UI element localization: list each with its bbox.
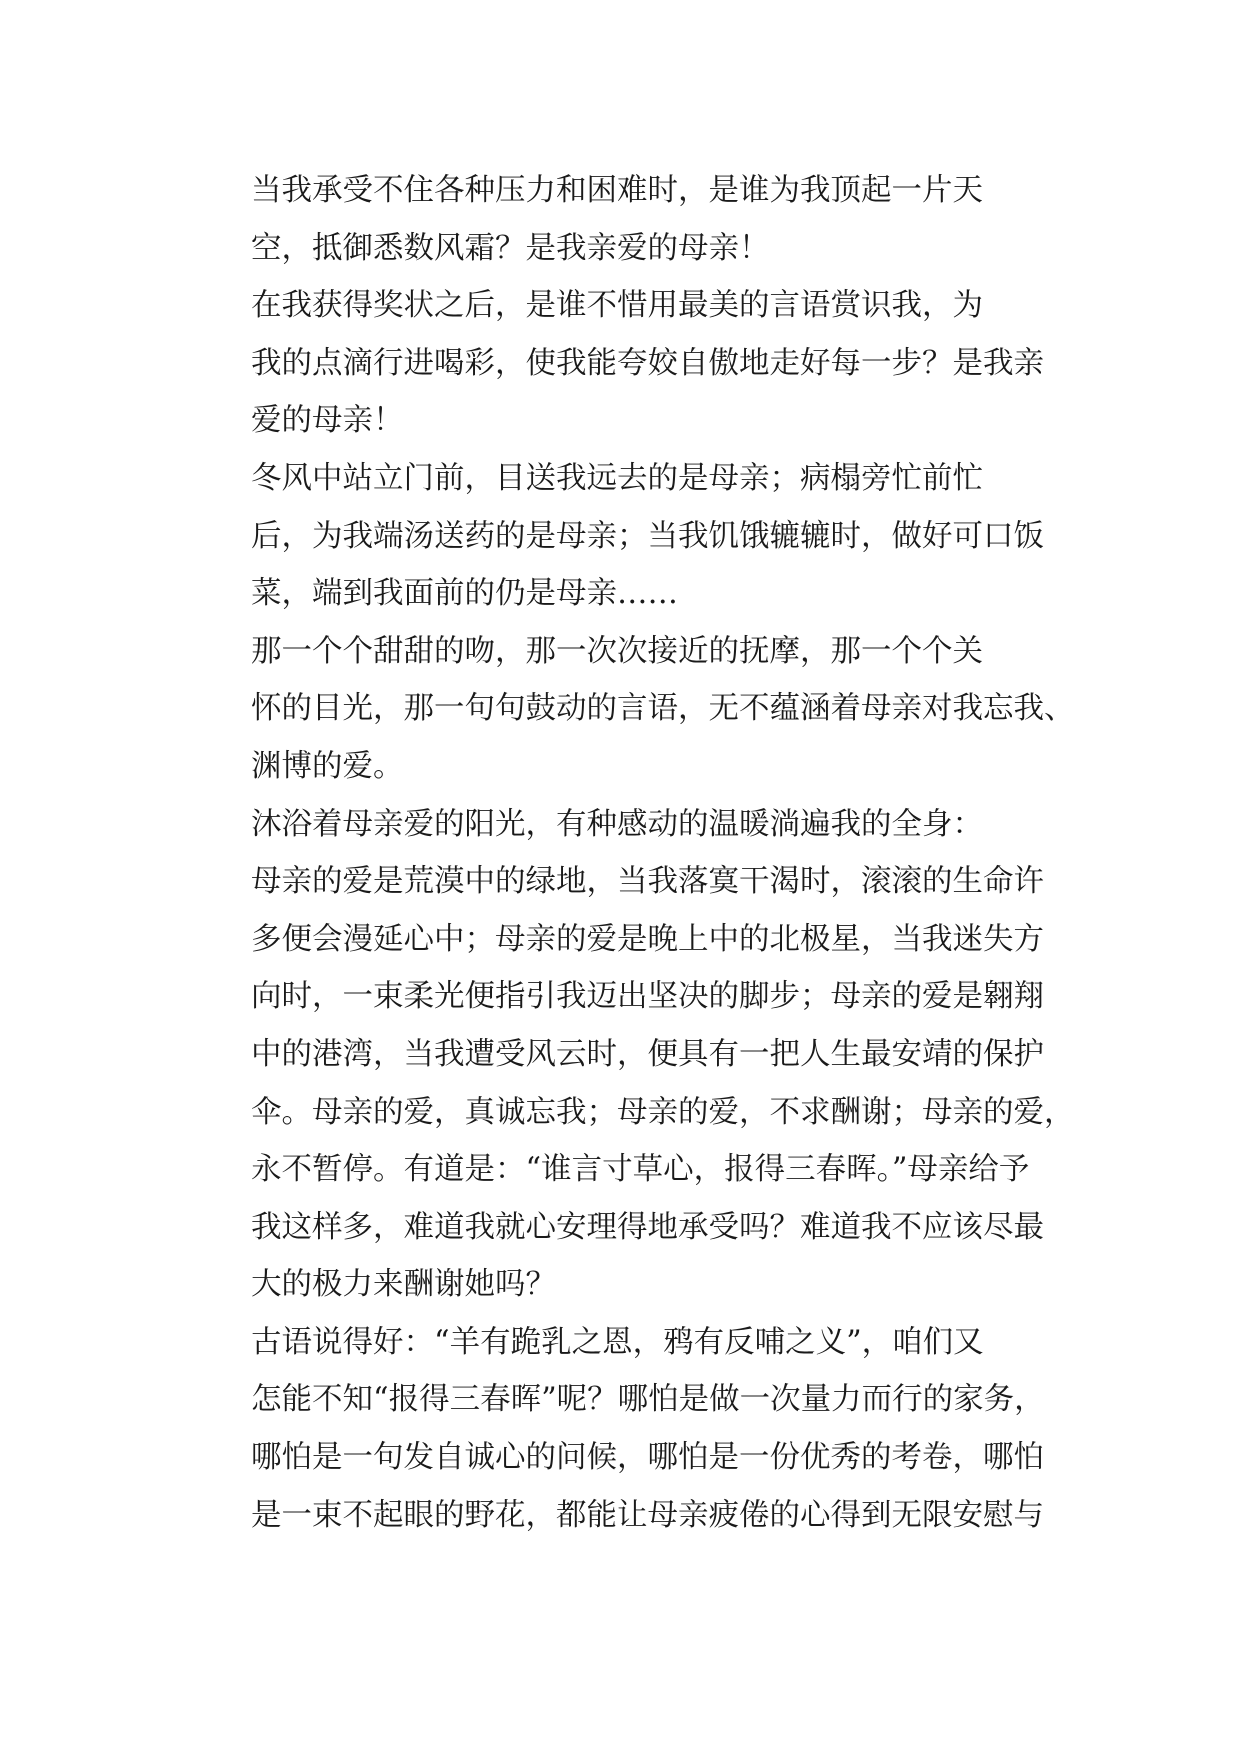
text-line: 渊博的爱。 — [251, 748, 404, 784]
text-line: 永不暂停。有道是：“谁言寸草心，报得三春晖。”母亲给予 — [251, 1152, 1030, 1188]
text-line: 沐浴着母亲爱的阳光，有种感动的温暖淌遍我的全身： — [251, 806, 983, 842]
text-line: 我的点滴行进喝彩，使我能夸姣自傲地走好每一步？是我亲 — [251, 345, 1044, 381]
paragraph — [190, 796, 1075, 1314]
text-line: 伞。母亲的爱，真诚忘我；母亲的爱，不求酬谢；母亲的爱， — [251, 1094, 1075, 1130]
text-line: 空，抵御悉数风霜？是我亲爱的母亲！ — [251, 230, 770, 266]
text-line: 怎能不知“报得三春晖”呢？哪怕是做一次量力而行的家务， — [251, 1382, 1045, 1418]
text-line: 大的极力来酬谢她吗？ — [251, 1267, 556, 1303]
paragraph — [190, 450, 1052, 623]
text-line: 中的港湾，当我遭受风云时，便具有一把人生最安靖的保护 — [251, 1036, 1044, 1072]
text-line: 母亲的爱是荒漠中的绿地，当我落寞干渴时，滚滚的生命许 — [251, 864, 1044, 900]
text-line: 多便会漫延心中；母亲的爱是晚上中的北极星，当我迷失方 — [251, 921, 1044, 957]
text-line: 是一束不起眼的野花，都能让母亲疲倦的心得到无限安慰与 — [251, 1497, 1044, 1533]
text-line: 向时，一束柔光便指引我迈出坚决的脚步；母亲的爱是翱翔 — [251, 979, 1044, 1015]
text-line: 在我获得奖状之后，是谁不惜用最美的言语赏识我，为 — [251, 288, 983, 324]
text-line: 古语说得好：“羊有跪乳之恩，鸦有反哺之义”，咱们又 — [251, 1324, 984, 1360]
text-line: 当我承受不住各种压力和困难时，是谁为我顶起一片天 — [251, 173, 983, 208]
text-line: 爱的母亲！ — [251, 403, 404, 439]
text-line: 怀的目光，那一句句鼓动的言语，无不蕴涵着母亲对我忘我、 — [251, 691, 1075, 727]
text-line: 冬风中站立门前，目送我远去的是母亲；病榻旁忙前忙 — [251, 460, 983, 496]
text-line: 我这样多，难道我就心安理得地承受吗？难道我不应该尽最 — [251, 1209, 1044, 1245]
paragraph — [190, 277, 1052, 450]
paragraph — [190, 162, 1052, 277]
text-line: 哪怕是一句发自诚心的问候，哪怕是一份优秀的考卷，哪怕 — [251, 1440, 1044, 1476]
document-body — [190, 162, 1075, 1544]
text-line: 菜，端到我面前的仍是母亲…… — [251, 576, 678, 612]
paragraph — [190, 1314, 1052, 1544]
text-line: 那一个个甜甜的吻，那一次次接近的抚摩，那一个个关 — [251, 633, 983, 669]
text-line: 后，为我端汤送药的是母亲；当我饥饿辘辘时，做好可口饭 — [251, 518, 1044, 554]
paragraph — [190, 623, 1075, 796]
